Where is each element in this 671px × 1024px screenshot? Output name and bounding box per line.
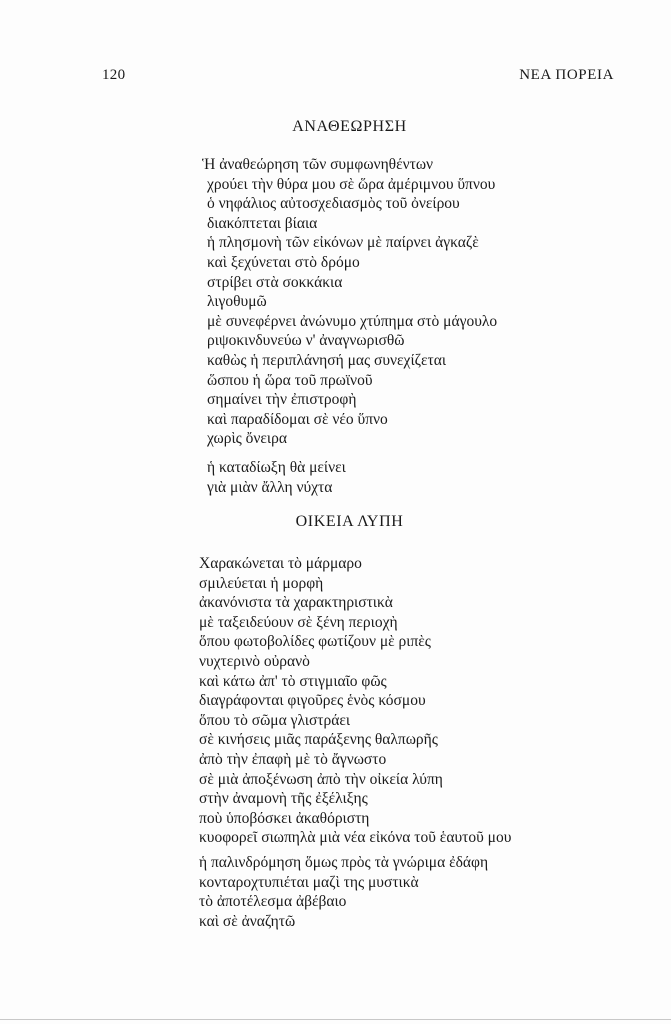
poem-line: ὥσπου ἡ ὥρα τοῦ πρωϊνοῦ (207, 371, 373, 389)
poem-line: διαγράφονται φιγοῦρες ἑνὸς κόσμου (199, 692, 426, 710)
poem-stanza (199, 853, 488, 931)
poem-line: ὁ νηφάλιος αὐτοσχεδιασμὸς τοῦ ὀνείρου (207, 195, 460, 213)
poem-line: καθὼς ἡ περιπλάνησή μας συνεχίζεται (207, 351, 447, 369)
poem-line: ἀκανόνιστα τὰ χαρακτηριστικὰ (199, 594, 393, 612)
poem-line: καὶ σὲ ἀναζητῶ (199, 912, 296, 930)
poem-line: νυχτερινὸ οὐρανὸ (199, 652, 310, 670)
poem-line: στὴν ἀναμονὴ τῆς ἐξέλιξης (199, 790, 368, 808)
poem-stanza (199, 554, 511, 848)
poem-line: ἡ καταδίωξη θὰ μείνει (207, 459, 346, 476)
poem-line: ριψοκινδυνεύω ν' ἀναγνωρισθῶ (207, 332, 405, 350)
poem-line: στρίβει στὰ σοκκάκια (207, 273, 343, 291)
poem-line: ἀπὸ τὴν ἐπαφὴ μὲ τὸ ἄγνωστο (199, 750, 387, 768)
poem-line: λιγοθυμῶ (207, 293, 267, 311)
scan-edge-line (0, 1019, 671, 1020)
poem-line: καὶ κάτω ἀπ' τὸ στιγμιαῖο φῶς (199, 672, 387, 690)
poem-line: σμιλεύεται ἡ μορφὴ (199, 574, 324, 592)
poem-line: κυοφορεῖ σιωπηλὰ μιὰ νέα εἰκόνα τοῦ ἑαυτοῦ μου (199, 829, 512, 847)
poem-line: σημαίνει τὴν ἐπιστροφὴ (207, 391, 357, 409)
poem-line: μὲ ταξειδεύουν σὲ ξένη περιοχὴ (199, 613, 398, 631)
poem-line: σὲ μιὰ ἀποξένωση ἀπὸ τὴν οἰκεία λύπη (199, 770, 443, 788)
poem-line: διακόπτεται βίαια (207, 214, 318, 232)
poem-line: Ἡ ἀναθεώρηση τῶν συμφωνηθέντων (202, 156, 434, 173)
poem-line: σὲ κινήσεις μιᾶς παράξενης θαλπωρῆς (199, 731, 438, 749)
poem-title: ΑΝΑΘΕΩΡΗΣΗ (292, 118, 407, 135)
poem-line: ἡ παλινδρόμηση ὅμως πρὸς τὰ γνώριμα ἐδάφη (199, 854, 489, 871)
poem-line: καὶ παραδίδομαι σὲ νέο ὕπνο (207, 410, 388, 428)
poem-title: ΟΙΚΕΙΑ ΛΥΠΗ (295, 513, 404, 530)
poem-line: ὅπου φωτοβολίδες φωτίζουν μὲ ριπὲς (199, 633, 431, 651)
running-title: ΝΕΑ ΠΟΡΕΙΑ (519, 67, 614, 83)
poem-line: χωρὶς ὄνειρα (207, 430, 287, 448)
poem-line: γιὰ μιὰν ἄλλη νύχτα (207, 478, 333, 496)
poem-line: ποὺ ὑποβόσκει ἀκαθόριστη (199, 809, 370, 827)
poem-line: μὲ συνεφέρνει ἀνώνυμο χτύπημα στὸ μάγουλο (207, 312, 498, 330)
poem-line: ὅπου τὸ σῶμα γλιστράει (199, 711, 351, 729)
poem-line: χρούει τὴν θύρα μου σὲ ὥρα ἀμέριμνου ὕπνου (207, 175, 496, 193)
poem-line: καὶ ξεχύνεται στὸ δρόμο (207, 253, 360, 271)
poem-stanza (207, 458, 346, 497)
poem-line: ἡ πλησμονὴ τῶν εἰκόνων μὲ παίρνει ἀγκαζὲ (207, 234, 479, 252)
poem-stanza (202, 155, 498, 449)
poem-line: κονταροχτυπιέται μαζὶ της μυστικὰ (199, 873, 419, 891)
poem-line: Χαρακώνεται τὸ μάρμαρο (199, 555, 362, 572)
page-number: 120 (102, 67, 126, 83)
poem-line: τὸ ἀποτέλεσμα ἀβέβαιο (199, 893, 347, 911)
